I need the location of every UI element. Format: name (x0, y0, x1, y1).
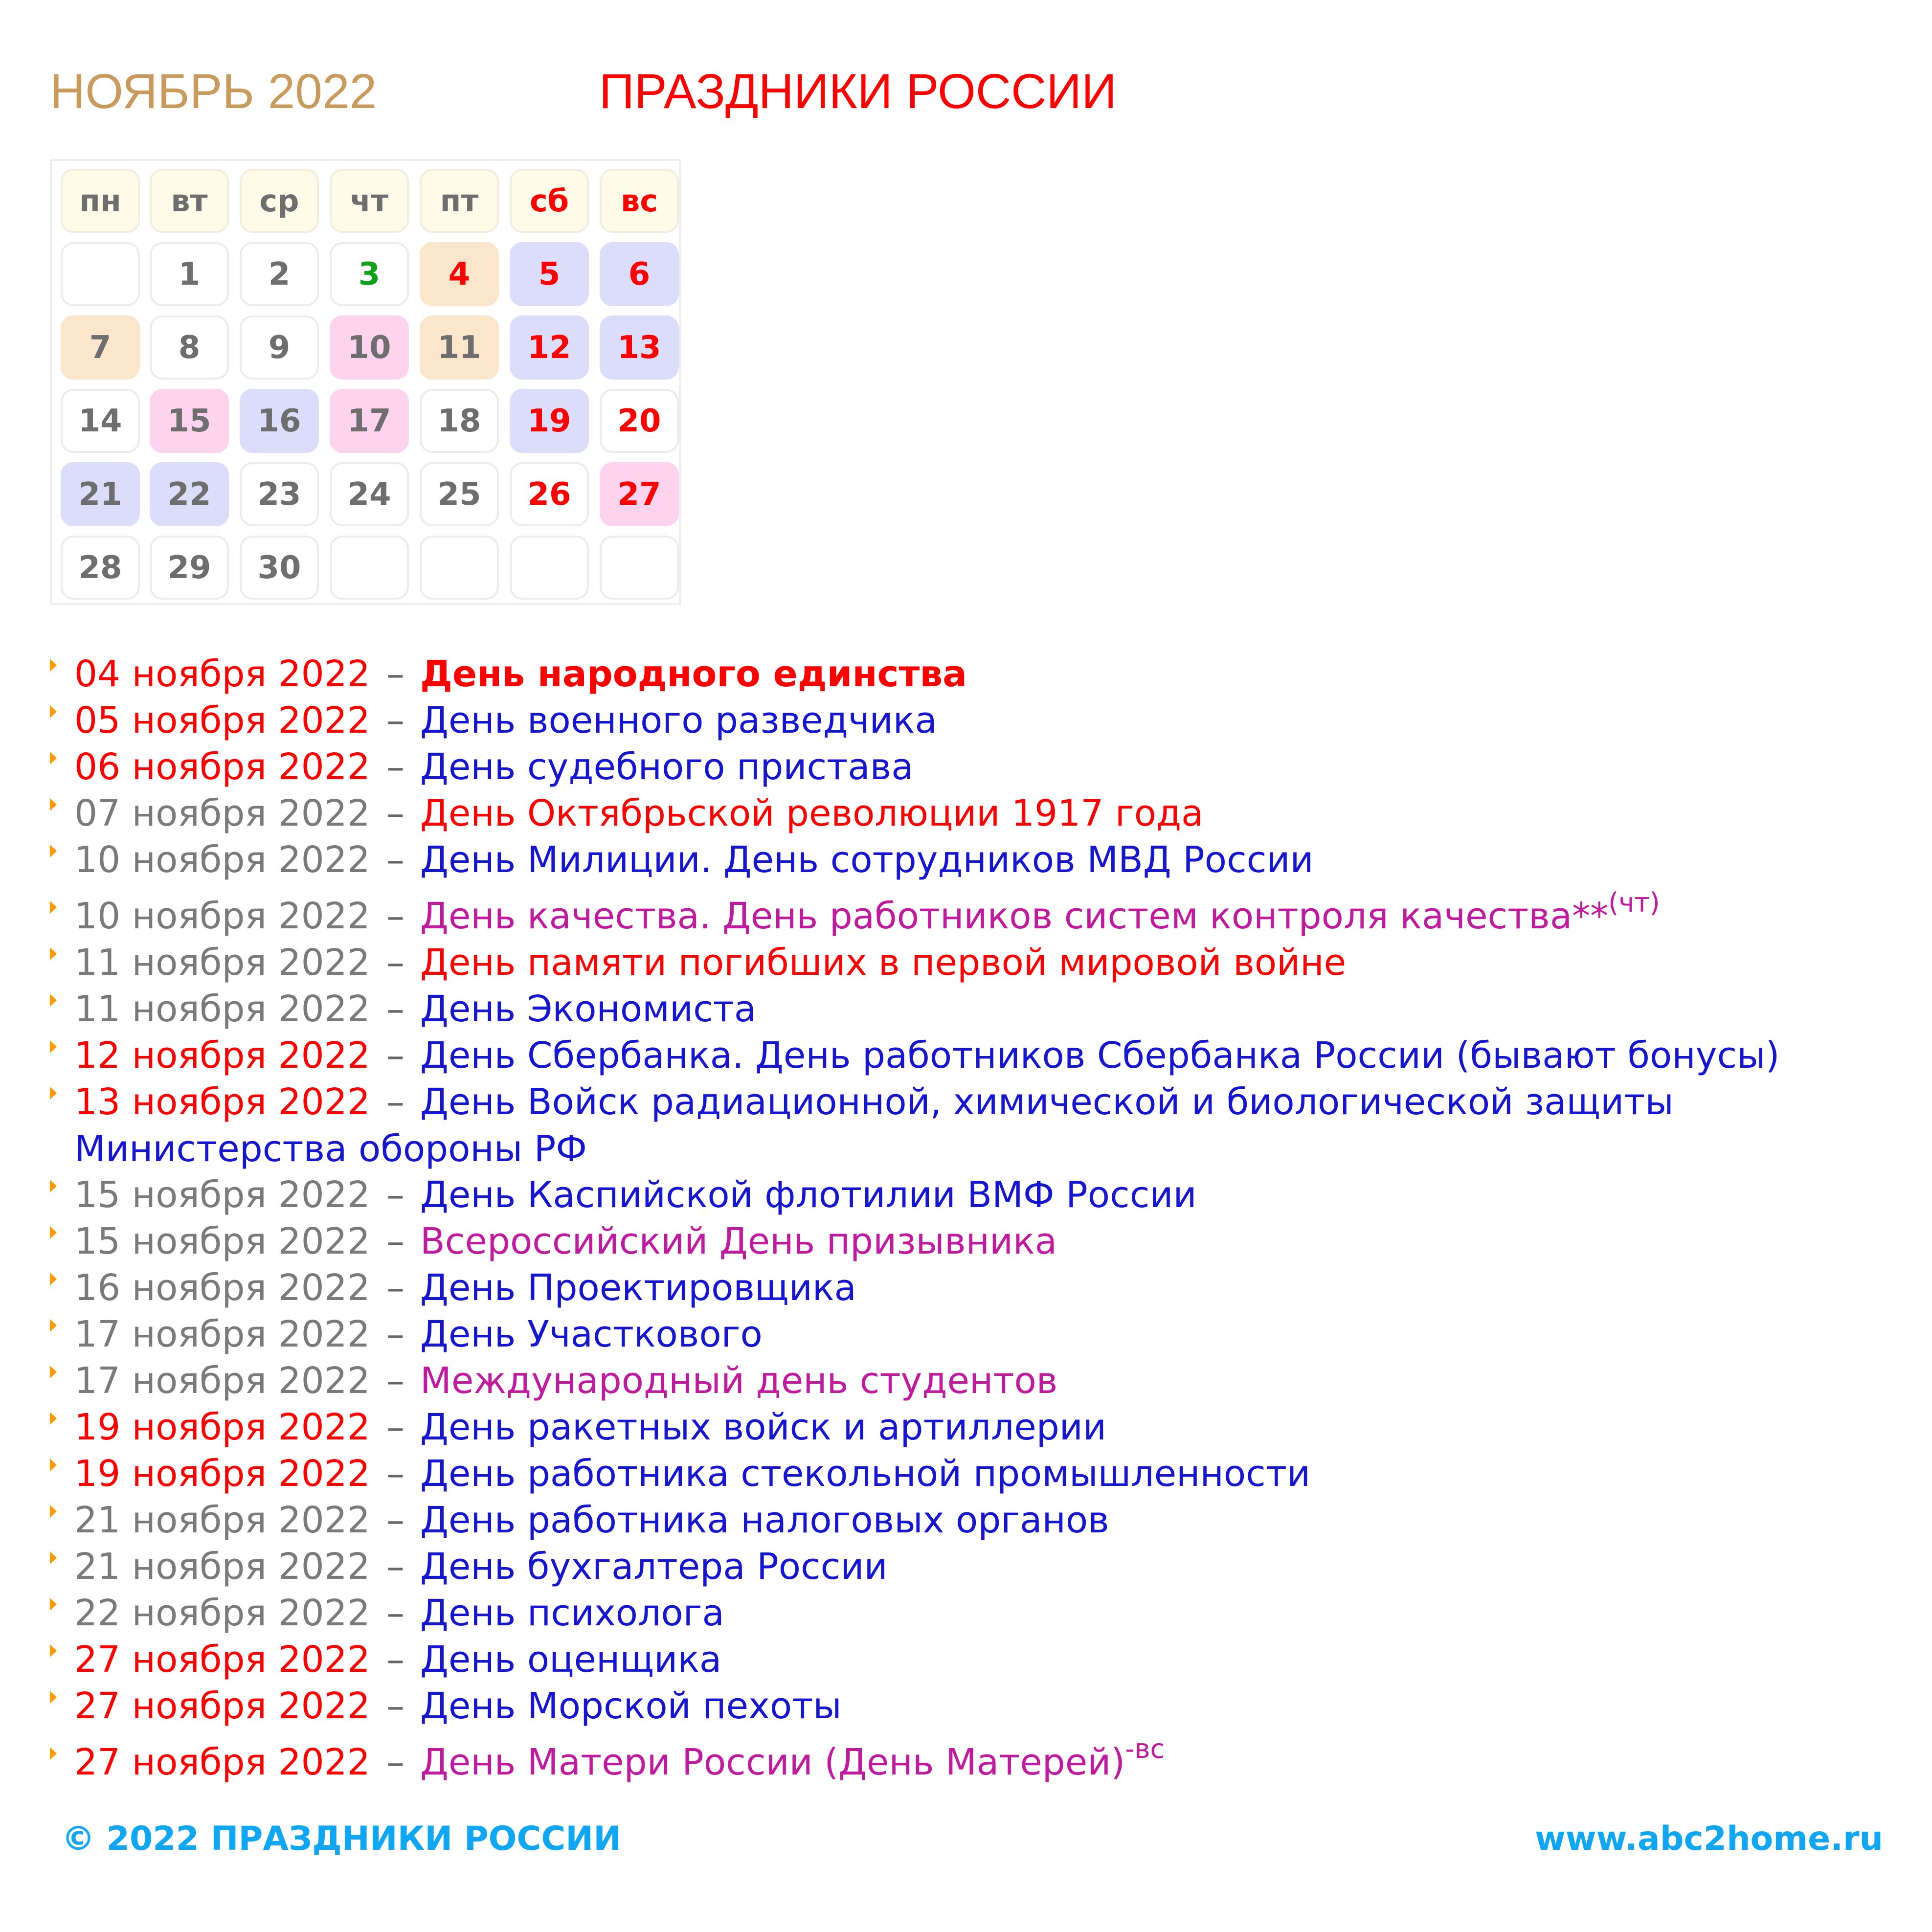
bullet-arrow-icon (50, 1598, 57, 1611)
holiday-name-text: Всероссийский День призывника (420, 1220, 1057, 1262)
holiday-name (420, 988, 756, 1030)
holiday-name (420, 792, 1203, 834)
separator-dash: – (386, 1639, 404, 1681)
holiday-date: 11 ноября 2022 (74, 942, 370, 984)
holiday-name (420, 1592, 724, 1634)
holiday-name-text: День работника стекольной промышленности (420, 1453, 1311, 1495)
separator-dash: – (386, 988, 404, 1030)
bullet-arrow-icon (50, 1180, 57, 1192)
calendar-day: 13 (600, 315, 679, 380)
empty-day-cell (420, 536, 499, 600)
separator-dash: – (386, 699, 404, 741)
holiday-name-text: День психолога (420, 1592, 724, 1634)
calendar-day: 23 (240, 462, 319, 526)
calendar-day: 7 (61, 315, 140, 380)
calendar-day: 26 (510, 462, 589, 526)
bullet-arrow-icon (50, 752, 57, 764)
separator-dash: – (386, 1174, 404, 1216)
separator-dash: – (386, 746, 404, 788)
holiday-date: 27 ноября 2022 (74, 1685, 370, 1727)
holiday-date: 10 ноября 2022 (74, 839, 370, 881)
bullet-arrow-icon (50, 1747, 57, 1760)
calendar-day: 24 (330, 462, 409, 526)
calendar-day: 5 (510, 242, 589, 306)
holiday-name (420, 1267, 856, 1309)
holiday-name-text: День народного единства (420, 653, 967, 695)
empty-day-cell (61, 242, 140, 306)
site-link[interactable]: www.abc2home.ru (1534, 1820, 1883, 1858)
calendar-day: 4 (420, 242, 499, 306)
holiday-name (420, 1081, 1674, 1123)
month-title: НОЯБРЬ 2022 (50, 64, 377, 119)
holiday-date: 27 ноября 2022 (74, 1741, 370, 1783)
calendar-day: 21 (61, 462, 140, 526)
holiday-date: 15 ноября 2022 (74, 1174, 370, 1216)
holiday-name (420, 1220, 1057, 1262)
holiday-date: 19 ноября 2022 (74, 1406, 370, 1448)
bullet-arrow-icon (50, 1273, 57, 1285)
separator-dash: – (386, 942, 404, 984)
holiday-date: 11 ноября 2022 (74, 988, 370, 1030)
holiday-name-text: День Морской пехоты (420, 1685, 842, 1727)
calendar-day: 14 (61, 389, 140, 453)
holiday-date: 17 ноября 2022 (74, 1360, 370, 1402)
separator-dash: – (386, 653, 404, 695)
separator-dash: – (386, 1081, 404, 1123)
bullet-arrow-icon (50, 1226, 57, 1239)
separator-dash: – (386, 1685, 404, 1727)
holiday-name (420, 1733, 1165, 1783)
holiday-name (420, 1034, 1779, 1077)
calendar-day: 27 (600, 462, 679, 526)
calendar-day: 6 (600, 242, 679, 306)
holiday-date: 17 ноября 2022 (74, 1313, 370, 1355)
holiday-note: -вс (1125, 1733, 1165, 1764)
holiday-name-text: День Матери России (День Матерей) (420, 1741, 1125, 1783)
holiday-name-continuation: Министерства обороны РФ (74, 1128, 587, 1170)
holiday-name-text: День качества. День работников систем контроля качества** (420, 895, 1609, 937)
calendar-day: 11 (420, 315, 499, 380)
calendar-day: 1 (150, 242, 229, 306)
holiday-name (420, 1313, 763, 1355)
bullet-arrow-icon (50, 1412, 57, 1425)
holiday-date: 27 ноября 2022 (74, 1639, 370, 1681)
copyright-text: © 2022 ПРАЗДНИКИ РОССИИ (62, 1820, 622, 1858)
holiday-name (420, 1174, 1197, 1216)
bullet-arrow-icon (50, 1087, 57, 1100)
holiday-name (420, 942, 1346, 984)
holiday-name (420, 1546, 888, 1588)
holiday-date: 19 ноября 2022 (74, 1453, 370, 1495)
calendar-day: 18 (420, 389, 499, 453)
holiday-date: 05 ноября 2022 (74, 699, 370, 741)
separator-dash: – (386, 1499, 404, 1541)
bullet-arrow-icon (50, 845, 57, 857)
holiday-name-text: День ракетных войск и артиллерии (420, 1406, 1106, 1448)
calendar-day: 30 (240, 536, 319, 600)
calendar-day: 2 (240, 242, 319, 306)
holiday-name (420, 1360, 1057, 1402)
calendar-day: 25 (420, 462, 499, 526)
holiday-note: (чт) (1608, 887, 1660, 918)
holiday-name (420, 1685, 842, 1727)
empty-day-cell (600, 536, 679, 600)
page-title: ПРАЗДНИКИ РОССИИ (599, 64, 1117, 119)
bullet-arrow-icon (50, 705, 57, 718)
calendar-day: 29 (150, 536, 229, 600)
holiday-name-text: День памяти погибших в первой мировой войне (420, 942, 1347, 984)
holiday-name-text: День Октябрьской революции 1917 года (420, 792, 1204, 834)
weekday-header: сб (510, 169, 589, 233)
holiday-name-text: Международный день студентов (420, 1360, 1058, 1402)
separator-dash: – (386, 1034, 404, 1077)
calendar-day: 28 (61, 536, 140, 600)
weekday-header: ср (240, 169, 319, 233)
holiday-name (420, 1453, 1310, 1495)
holiday-date: 22 ноября 2022 (74, 1592, 370, 1634)
holiday-name (420, 839, 1314, 881)
calendar-day: 3 (330, 242, 409, 306)
holiday-name-text: День Проектировщика (420, 1267, 856, 1309)
holiday-name (420, 1406, 1106, 1448)
weekday-header: вт (150, 169, 229, 233)
holiday-name-text: День судебного пристава (420, 746, 914, 788)
holiday-name-text: День Сбербанка. День работников Сбербанка России (бывают бонусы) (420, 1034, 1780, 1077)
bullet-arrow-icon (50, 798, 57, 811)
calendar-day: 22 (150, 462, 229, 526)
calendar-day: 9 (240, 315, 319, 380)
separator-dash: – (386, 895, 404, 937)
holiday-name (420, 1499, 1109, 1541)
holiday-date: 04 ноября 2022 (74, 653, 370, 695)
empty-day-cell (330, 536, 409, 600)
holiday-date: 10 ноября 2022 (74, 895, 370, 937)
holiday-date: 21 ноября 2022 (74, 1499, 370, 1541)
weekday-header: вс (600, 169, 679, 233)
bullet-arrow-icon (50, 1366, 57, 1378)
month-calendar (50, 159, 681, 605)
separator-dash: – (386, 1406, 404, 1448)
calendar-day: 15 (150, 389, 229, 453)
holiday-name (420, 1639, 721, 1681)
bullet-arrow-icon (50, 1551, 57, 1564)
calendar-day: 12 (510, 315, 589, 380)
bullet-arrow-icon (50, 947, 57, 960)
bullet-arrow-icon (50, 1319, 57, 1332)
empty-day-cell (510, 536, 589, 600)
separator-dash: – (386, 1267, 404, 1309)
separator-dash: – (386, 1453, 404, 1495)
holiday-name-text: День оценщика (420, 1639, 722, 1681)
calendar-day: 19 (510, 389, 589, 453)
holiday-date: 13 ноября 2022 (74, 1081, 370, 1123)
separator-dash: – (386, 1313, 404, 1355)
holiday-name-text: День Участкового (420, 1313, 763, 1355)
separator-dash: – (386, 792, 404, 834)
bullet-arrow-icon (50, 1691, 57, 1704)
bullet-arrow-icon (50, 1505, 57, 1518)
holiday-name-text: День Милиции. День сотрудников МВД России (420, 839, 1314, 881)
separator-dash: – (386, 1546, 404, 1588)
calendar-day: 16 (240, 389, 319, 453)
bullet-arrow-icon (50, 1459, 57, 1471)
bullet-arrow-icon (50, 1040, 57, 1053)
holiday-name-text: День Каспийской флотилии ВМФ России (420, 1174, 1197, 1216)
calendar-day: 10 (330, 315, 409, 380)
separator-dash: – (386, 1360, 404, 1402)
bullet-arrow-icon (50, 994, 57, 1007)
separator-dash: – (386, 839, 404, 881)
holiday-date: 16 ноября 2022 (74, 1267, 370, 1309)
holiday-name (420, 653, 967, 695)
holiday-date: 12 ноября 2022 (74, 1034, 370, 1077)
holiday-name-text: День военного разведчика (420, 699, 937, 741)
bullet-arrow-icon (50, 1644, 57, 1657)
holiday-name (420, 746, 914, 788)
weekday-header: чт (330, 169, 409, 233)
holiday-name (420, 699, 937, 741)
bullet-arrow-icon (50, 901, 57, 914)
holiday-date: 06 ноября 2022 (74, 746, 370, 788)
separator-dash: – (386, 1741, 404, 1783)
holiday-name-text: День работника налоговых органов (420, 1499, 1109, 1541)
separator-dash: – (386, 1592, 404, 1634)
weekday-header: пн (61, 169, 140, 233)
holiday-name-text: День бухгалтера России (420, 1546, 888, 1588)
holiday-name (420, 887, 1660, 937)
separator-dash: – (386, 1220, 404, 1262)
calendar-day: 17 (330, 389, 409, 453)
holiday-name-text: День Экономиста (420, 988, 757, 1030)
holiday-date: 21 ноября 2022 (74, 1546, 370, 1588)
calendar-day: 20 (600, 389, 679, 453)
bullet-arrow-icon (50, 659, 57, 672)
calendar-day: 8 (150, 315, 229, 380)
holiday-date: 15 ноября 2022 (74, 1220, 370, 1262)
holiday-name-text: День Войск радиационной, химической и биологической защиты (420, 1081, 1674, 1123)
holiday-date: 07 ноября 2022 (74, 792, 370, 834)
weekday-header: пт (420, 169, 499, 233)
